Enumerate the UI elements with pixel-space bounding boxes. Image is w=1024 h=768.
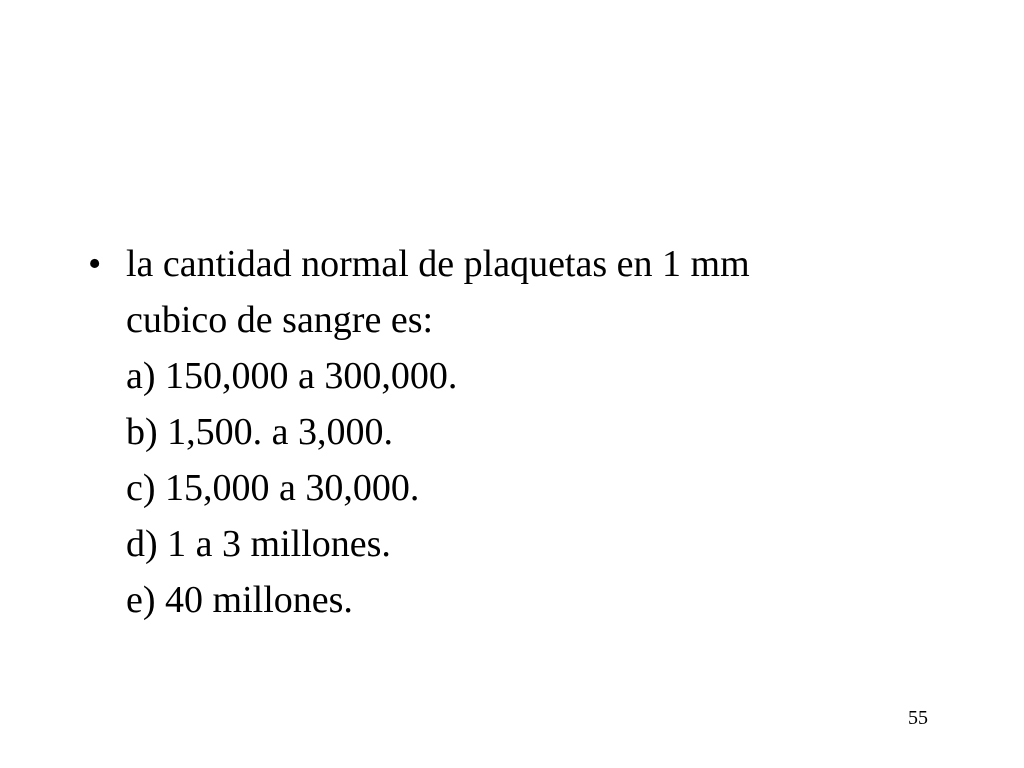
option-e: e) 40 millones. xyxy=(126,579,353,621)
bullet-item xyxy=(88,236,948,628)
option-c: c) 15,000 a 30,000. xyxy=(126,467,420,509)
question-line-1: la cantidad normal de plaquetas en 1 mm xyxy=(126,243,750,285)
bullet-icon: • xyxy=(88,243,102,285)
option-b: b) 1,500. a 3,000. xyxy=(126,411,394,453)
question-line-2: cubico de sangre es: xyxy=(126,299,434,341)
option-d: d) 1 a 3 millones. xyxy=(126,523,391,565)
option-a: a) 150,000 a 300,000. xyxy=(126,355,458,397)
page-number: 55 xyxy=(908,707,928,729)
question-text xyxy=(126,236,750,628)
